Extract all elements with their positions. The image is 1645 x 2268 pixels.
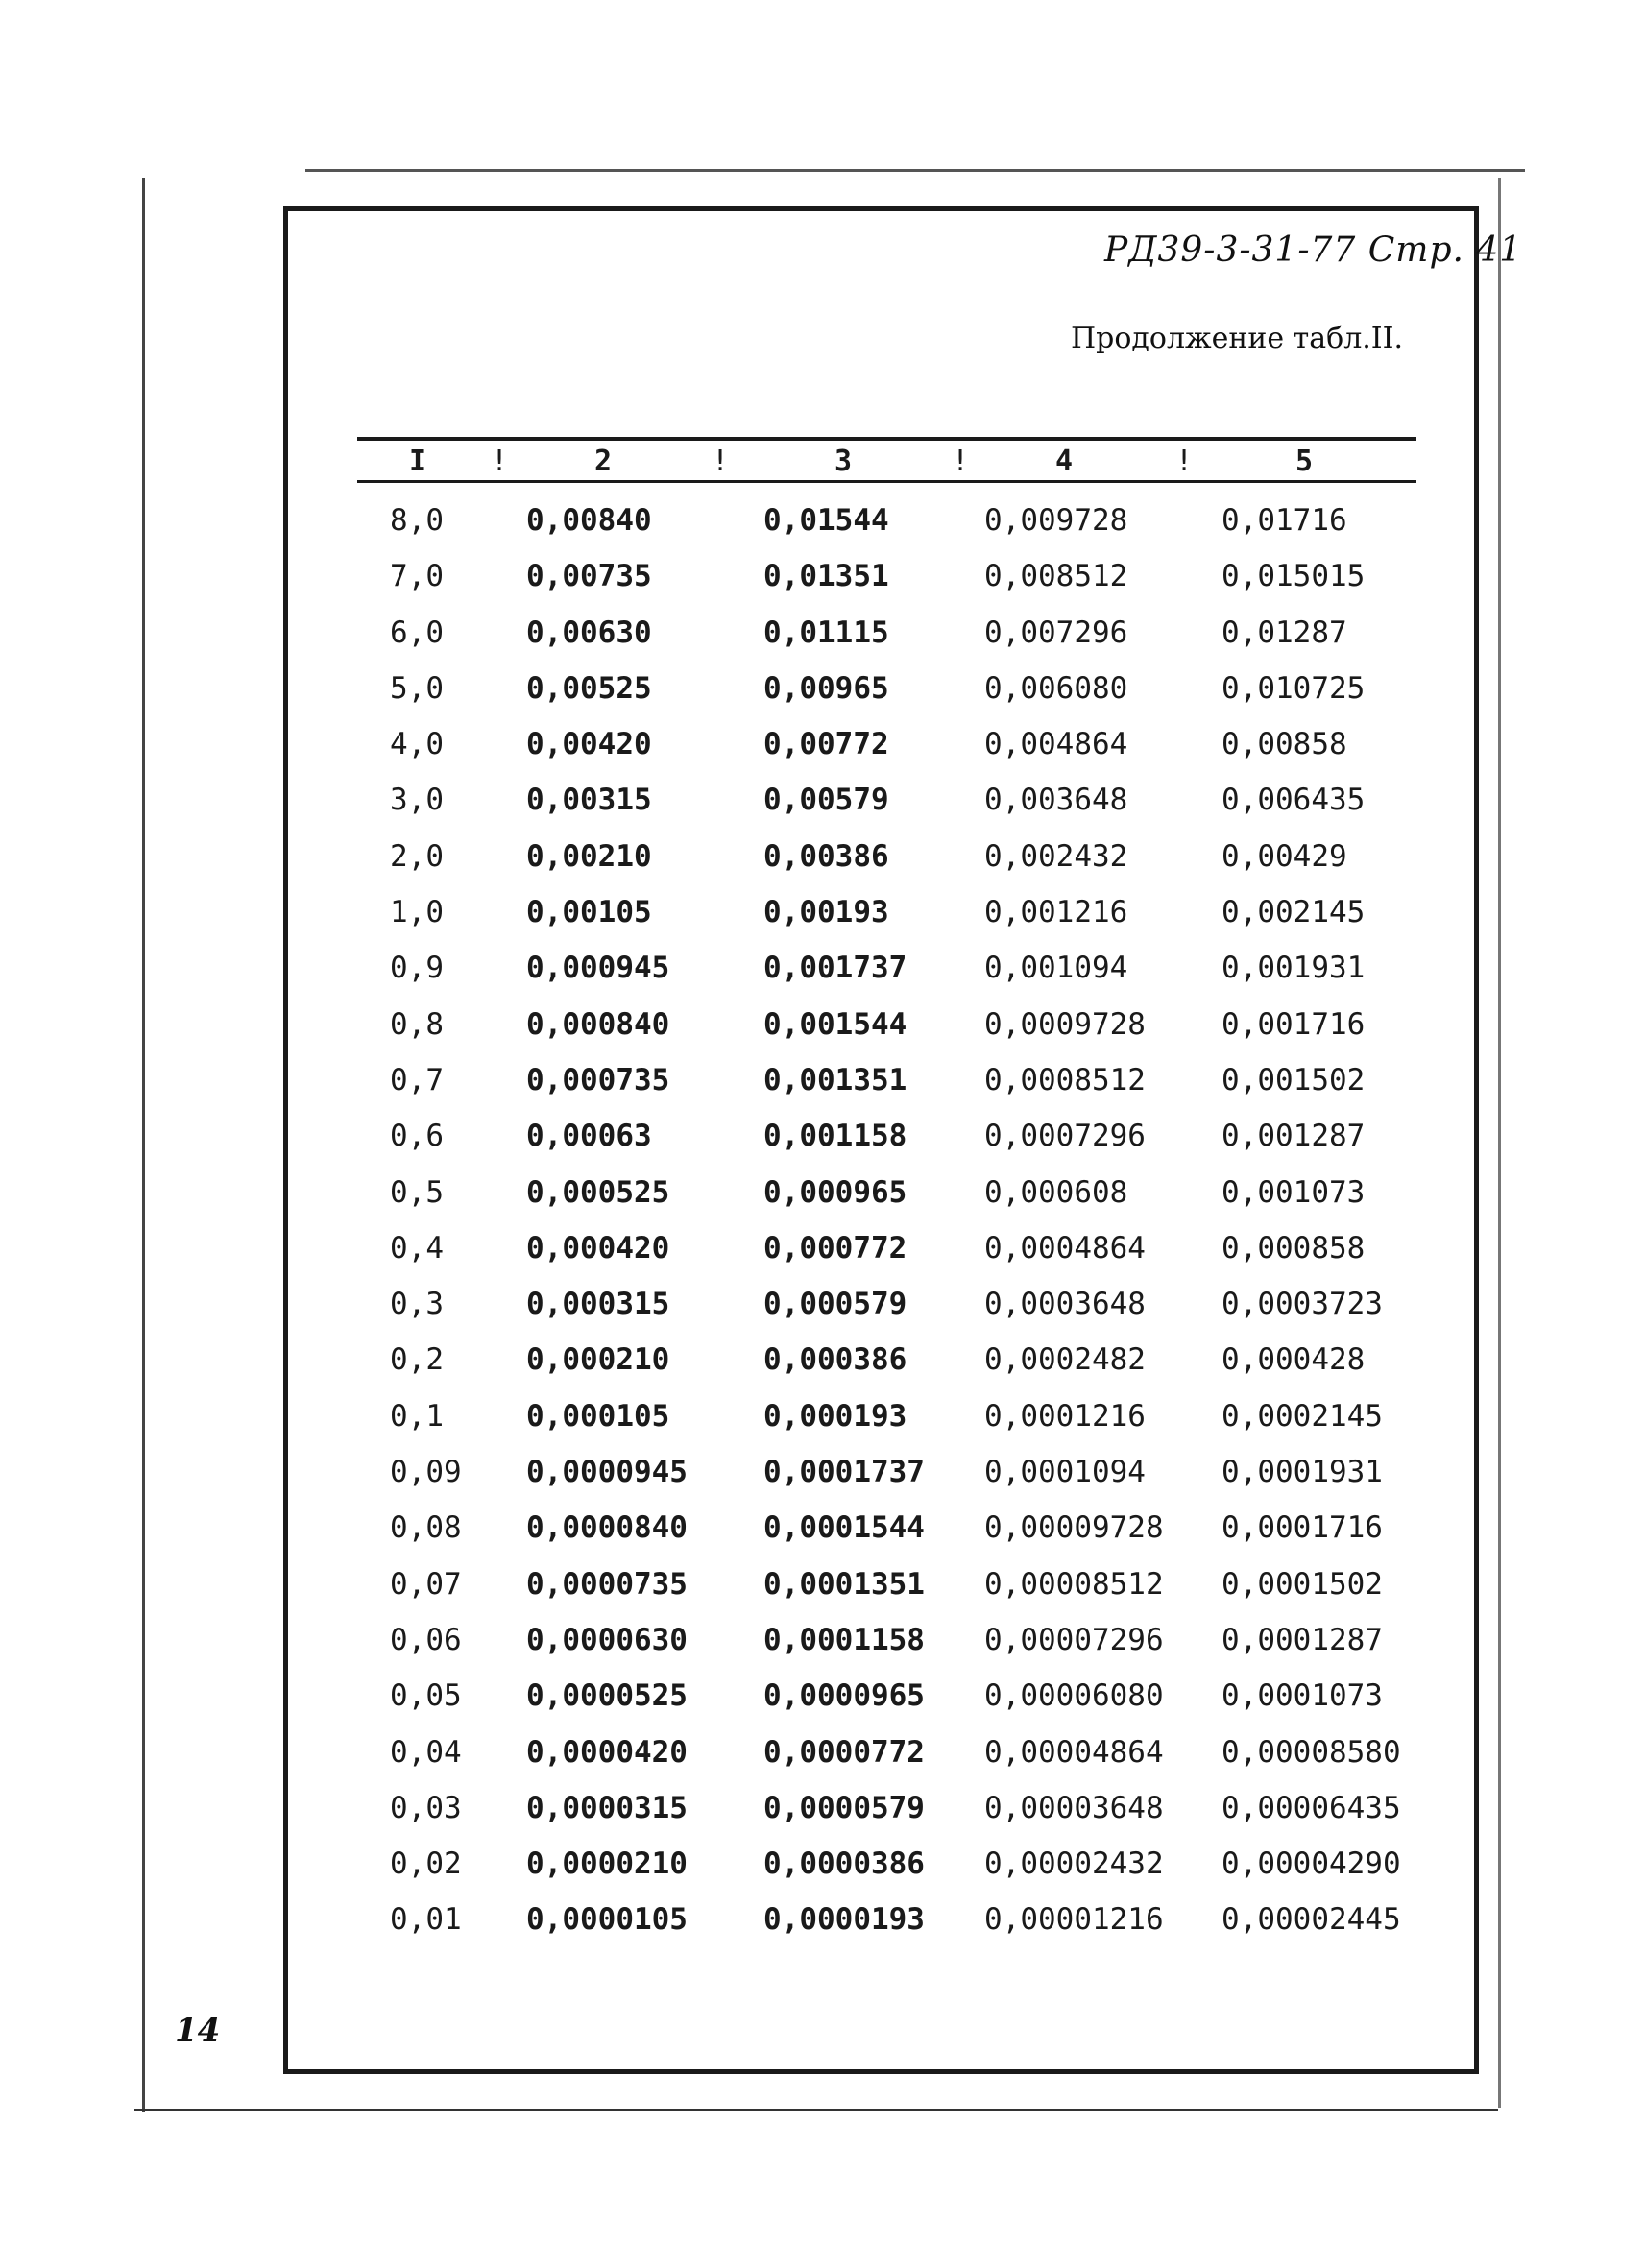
table-cell-col-1: 0,05 [390, 1678, 462, 1714]
table-cell-col-1: 0,2 [390, 1342, 444, 1378]
table-cell-col-1: 0,02 [390, 1846, 462, 1882]
scan-border-bottom [134, 2109, 1498, 2111]
table-cell-col-5: 0,01716 [1222, 503, 1347, 538]
table-continuation-label: Продолжение табл.II. [1071, 322, 1404, 355]
table-cell-col-1: 0,4 [390, 1230, 444, 1266]
table-cell-col-1: 4,0 [390, 727, 444, 762]
table-header-rule [357, 480, 1416, 483]
table-row [0, 1170, 1645, 1225]
table-cell-col-5: 0,000858 [1222, 1230, 1366, 1266]
table-cell-col-3: 0,001158 [763, 1119, 907, 1154]
table-row [0, 833, 1645, 889]
table-cell-col-2: 0,0000945 [526, 1455, 688, 1490]
table-cell-col-3: 0,0001544 [763, 1510, 925, 1546]
table-row [0, 1841, 1645, 1896]
table-cell-col-2: 0,0000420 [526, 1734, 688, 1770]
table-cell-col-2: 0,0000210 [526, 1846, 688, 1882]
table-cell-col-3: 0,0000965 [763, 1678, 925, 1714]
column-separator: ! [711, 445, 730, 478]
table-cell-col-5: 0,001716 [1222, 1006, 1366, 1042]
table-cell-col-2: 0,00840 [526, 503, 652, 538]
table-row [0, 1673, 1645, 1728]
table-cell-col-5: 0,0001931 [1222, 1455, 1383, 1490]
table-row [0, 1617, 1645, 1673]
table-cell-col-2: 0,00210 [526, 838, 652, 874]
table-cell-col-3: 0,000772 [763, 1230, 907, 1266]
table-cell-col-1: 0,03 [390, 1790, 462, 1825]
table-cell-col-4: 0,00004864 [984, 1734, 1164, 1770]
table-row [0, 1729, 1645, 1785]
table-row [0, 1449, 1645, 1505]
table-cell-col-1: 0,3 [390, 1287, 444, 1322]
table-row [0, 610, 1645, 665]
table-cell-col-3: 0,0001158 [763, 1622, 925, 1657]
table-cell-col-5: 0,00008580 [1222, 1734, 1401, 1770]
table-cell-col-5: 0,00002445 [1222, 1902, 1401, 1938]
table-cell-col-1: 0,8 [390, 1006, 444, 1042]
table-cell-col-1: 8,0 [390, 503, 444, 538]
table-cell-col-2: 0,00315 [526, 783, 652, 818]
table-cell-col-2: 0,000735 [526, 1062, 670, 1098]
table-cell-col-3: 0,00193 [763, 895, 889, 930]
table-cell-col-5: 0,002145 [1222, 895, 1366, 930]
table-cell-col-1: 3,0 [390, 783, 444, 818]
table-cell-col-1: 0,06 [390, 1622, 462, 1657]
table-cell-col-2: 0,00630 [526, 615, 652, 650]
table-cell-col-2: 0,00063 [526, 1119, 652, 1154]
table-cell-col-4: 0,0001216 [984, 1398, 1146, 1434]
table-cell-col-4: 0,008512 [984, 559, 1128, 594]
table-cell-col-4: 0,0004864 [984, 1230, 1146, 1266]
table-cell-col-5: 0,001502 [1222, 1062, 1366, 1098]
table-cell-col-4: 0,0002482 [984, 1342, 1146, 1378]
table-cell-col-3: 0,00772 [763, 727, 889, 762]
table-cell-col-5: 0,01287 [1222, 615, 1347, 650]
table-cell-col-3: 0,001737 [763, 951, 907, 986]
table-cell-col-1: 6,0 [390, 615, 444, 650]
table-cell-col-5: 0,0001287 [1222, 1622, 1383, 1657]
table-cell-col-1: 2,0 [390, 838, 444, 874]
table-cell-col-1: 0,7 [390, 1062, 444, 1098]
table-cell-col-2: 0,000420 [526, 1230, 670, 1266]
table-cell-col-3: 0,00965 [763, 670, 889, 706]
table-cell-col-5: 0,010725 [1222, 670, 1366, 706]
table-cell-col-3: 0,0000579 [763, 1790, 925, 1825]
column-separator: ! [490, 445, 509, 478]
column-header-5: 5 [1294, 445, 1314, 478]
table-cell-col-1: 0,09 [390, 1455, 462, 1490]
table-cell-col-4: 0,00001216 [984, 1902, 1164, 1938]
table-row [0, 497, 1645, 553]
table-cell-col-1: 0,6 [390, 1119, 444, 1154]
table-cell-col-4: 0,00003648 [984, 1790, 1164, 1825]
table-row [0, 1561, 1645, 1617]
table-cell-col-5: 0,0003723 [1222, 1287, 1383, 1322]
table-cell-col-1: 0,01 [390, 1902, 462, 1938]
table-cell-col-2: 0,000840 [526, 1006, 670, 1042]
table-cell-col-5: 0,006435 [1222, 783, 1366, 818]
table-cell-col-2: 0,0000735 [526, 1566, 688, 1602]
table-cell-col-2: 0,0000315 [526, 1790, 688, 1825]
column-separator: ! [951, 445, 970, 478]
table-cell-col-5: 0,0002145 [1222, 1398, 1383, 1434]
table-cell-col-3: 0,0001737 [763, 1455, 925, 1490]
table-cell-col-5: 0,00429 [1222, 838, 1347, 874]
table-cell-col-4: 0,0009728 [984, 1006, 1146, 1042]
table-cell-col-5: 0,001073 [1222, 1174, 1366, 1210]
column-header-1: I [408, 445, 427, 478]
table-cell-col-2: 0,0000525 [526, 1678, 688, 1714]
column-header-4: 4 [1054, 445, 1074, 478]
table-cell-col-3: 0,000386 [763, 1342, 907, 1378]
table-cell-col-5: 0,00006435 [1222, 1790, 1401, 1825]
table-row [0, 945, 1645, 1001]
table-row [0, 889, 1645, 945]
table-cell-col-1: 0,1 [390, 1398, 444, 1434]
table-cell-col-5: 0,00004290 [1222, 1846, 1401, 1882]
table-cell-col-4: 0,0001094 [984, 1455, 1146, 1490]
table-row [0, 1896, 1645, 1952]
table-row [0, 721, 1645, 777]
table-cell-col-3: 0,00386 [763, 838, 889, 874]
table-cell-col-2: 0,000525 [526, 1174, 670, 1210]
table-cell-col-4: 0,003648 [984, 783, 1128, 818]
table-row [0, 1337, 1645, 1392]
table-cell-col-4: 0,00002432 [984, 1846, 1164, 1882]
table-cell-col-3: 0,001544 [763, 1006, 907, 1042]
table-body [0, 497, 1645, 1953]
table-cell-col-2: 0,000210 [526, 1342, 670, 1378]
table-row [0, 665, 1645, 721]
table-cell-col-5: 0,001931 [1222, 951, 1366, 986]
table-cell-col-5: 0,0001716 [1222, 1510, 1383, 1546]
table-cell-col-3: 0,0000386 [763, 1846, 925, 1882]
table-cell-col-2: 0,0000840 [526, 1510, 688, 1546]
table-cell-col-5: 0,015015 [1222, 559, 1366, 594]
table-cell-col-3: 0,0001351 [763, 1566, 925, 1602]
table-cell-col-4: 0,001094 [984, 951, 1128, 986]
table-row [0, 1785, 1645, 1841]
table-cell-col-5: 0,0001502 [1222, 1566, 1383, 1602]
table-row [0, 1225, 1645, 1281]
table-cell-col-5: 0,000428 [1222, 1342, 1366, 1378]
table-cell-col-3: 0,0000193 [763, 1902, 925, 1938]
table-cell-col-2: 0,00735 [526, 559, 652, 594]
table-cell-col-5: 0,00858 [1222, 727, 1347, 762]
table-row [0, 1393, 1645, 1449]
table-cell-col-1: 0,04 [390, 1734, 462, 1770]
table-cell-col-4: 0,00008512 [984, 1566, 1164, 1602]
table-cell-col-2: 0,00420 [526, 727, 652, 762]
column-separator: ! [1174, 445, 1194, 478]
table-cell-col-2: 0,000315 [526, 1287, 670, 1322]
table-cell-col-3: 0,00579 [763, 783, 889, 818]
table-cell-col-4: 0,004864 [984, 727, 1128, 762]
table-cell-col-1: 0,5 [390, 1174, 444, 1210]
table-cell-col-3: 0,0000772 [763, 1734, 925, 1770]
table-cell-col-4: 0,0008512 [984, 1062, 1146, 1098]
table-cell-col-4: 0,00009728 [984, 1510, 1164, 1546]
table-cell-col-4: 0,006080 [984, 670, 1128, 706]
table-cell-col-2: 0,0000105 [526, 1902, 688, 1938]
table-cell-col-2: 0,0000630 [526, 1622, 688, 1657]
table-cell-col-5: 0,001287 [1222, 1119, 1366, 1154]
table-cell-col-4: 0,009728 [984, 503, 1128, 538]
table-cell-col-3: 0,000193 [763, 1398, 907, 1434]
table-cell-col-2: 0,00525 [526, 670, 652, 706]
table-row [0, 1113, 1645, 1169]
table-cell-col-1: 0,08 [390, 1510, 462, 1546]
table-cell-col-1: 5,0 [390, 670, 444, 706]
handwritten-page-mark: 14 [175, 2012, 221, 2050]
table-row [0, 1505, 1645, 1560]
table-cell-col-4: 0,00006080 [984, 1678, 1164, 1714]
table-cell-col-4: 0,001216 [984, 895, 1128, 930]
table-cell-col-3: 0,000579 [763, 1287, 907, 1322]
document-code: РД39-3-31-77 Стр. 41 [1104, 230, 1523, 270]
table-cell-col-1: 7,0 [390, 559, 444, 594]
table-row [0, 1057, 1645, 1113]
table-row [0, 1281, 1645, 1337]
column-header-2: 2 [593, 445, 613, 478]
table-top-rule [357, 437, 1416, 441]
scan-border-top [305, 169, 1525, 172]
table-cell-col-1: 0,07 [390, 1566, 462, 1602]
table-cell-col-3: 0,01544 [763, 503, 889, 538]
table-cell-col-3: 0,000965 [763, 1174, 907, 1210]
table-row [0, 1001, 1645, 1057]
table-row [0, 777, 1645, 832]
table-cell-col-3: 0,01115 [763, 615, 889, 650]
table-cell-col-1: 0,9 [390, 951, 444, 986]
table-cell-col-3: 0,001351 [763, 1062, 907, 1098]
table-cell-col-1: 1,0 [390, 895, 444, 930]
table-cell-col-2: 0,00105 [526, 895, 652, 930]
table-cell-col-4: 0,0003648 [984, 1287, 1146, 1322]
table-cell-col-4: 0,00007296 [984, 1622, 1164, 1657]
table-cell-col-2: 0,000945 [526, 951, 670, 986]
table-cell-col-4: 0,002432 [984, 838, 1128, 874]
table-cell-col-2: 0,000105 [526, 1398, 670, 1434]
table-cell-col-4: 0,007296 [984, 615, 1128, 650]
table-row [0, 553, 1645, 609]
table-cell-col-3: 0,01351 [763, 559, 889, 594]
table-cell-col-5: 0,0001073 [1222, 1678, 1383, 1714]
table-cell-col-4: 0,0007296 [984, 1119, 1146, 1154]
table-cell-col-4: 0,000608 [984, 1174, 1128, 1210]
column-header-3: 3 [834, 445, 853, 478]
